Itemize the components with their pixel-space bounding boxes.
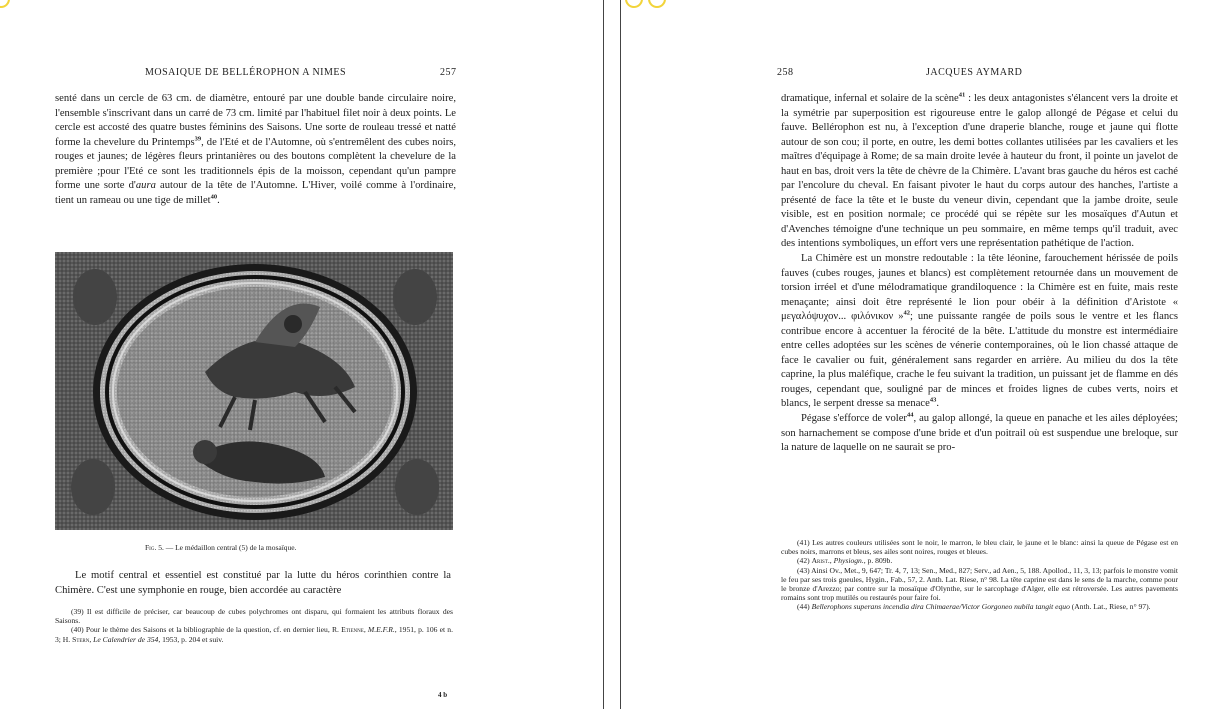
- mosaic-photograph: [55, 252, 453, 530]
- figure-caption: Fig. 5. — Le médaillon central (5) de la mosaïque.: [145, 543, 297, 552]
- footnote-ref[interactable]: 42: [903, 309, 910, 317]
- footnote-43: (43) Ainsi Ov., Met., 9, 647; Tr. 4, 7, 13; Sen., Med., 827; Serv., ad Aen., 5, 188. Apollod., 11, 3, 13; parfois le monstre vomit le feu par ses trois gueules, Hygin., Fab., 57, 2. Anth. Lat. Riese, n° 98. La tête caprine est dans le sens de la marche, comme pour le bronze d'Arezzo; par contre sur la mosaïque d'Olynthe, sur le sarcophage d'Alger, elle est rétroversée. Les autres pavements romains sont trop mutilés ou restaurés pour faire foi.: [781, 565, 1178, 603]
- body-paragraph: Le motif central et essentiel est constitué par la lutte du héros corinthien contre la Chimère. C'est une symphonie en rouge, bien accordée au caractère: [55, 570, 451, 596]
- footnote-ref[interactable]: 40: [210, 193, 218, 201]
- right-page: [621, 0, 1221, 709]
- printer-signature: 4 b: [438, 691, 448, 699]
- footnote-ref[interactable]: 41: [958, 91, 966, 99]
- page-divider: [603, 0, 604, 709]
- footnote-39: (39) Il est difficile de préciser, car beaucoup de cubes polychromes ont disparu, qui formaient les attributs floraux des Saisons.: [55, 607, 453, 626]
- body-paragraph: dramatique, infernal et solaire de la scène$^{41}$ : les deux antagonistes s'élancent vers la droite et la symétrie par superposition est rigoureuse entre le galop allongé de Pégase et celui du fauve. Bellérophon est nu, à l'exception d'une draperie blanche, rouge et jaune qui flotte autour de son cou; il porte, en outre, les demi bottes collantes utilisées par les cavaliers et les maîtres d'équipage à Rome; de sa main droite levée à hauteur du front, il pointe un javelot de haut en bas, droit vers la tête de chèvre de la Chimère. L'avant bras gauche du héros est caché par l'encolure du cheval. En faisant pivoter le haut du corps autour des hanches, l'artiste a présenté de face la tête et le buste du veneur divin, cependant que la jambe droite, seule visible, est en position normale; ce procédé qui se répète sur les mosaïques d'Autun et d'Avenches témoigne d'une technique un peu sommaire, en même temps qu'il traduit, avec des intentions symboliques, un effort vers une représentation pathétique de l'action.: [781, 91, 1178, 250]
- page-number: 257: [440, 67, 457, 78]
- footnote-44: (44) Bellerophons superans incendia dira Chimaerae/Victor Gorgoneo nubila tangit equo (Anth. Lat., Riese, n° 97).: [797, 602, 1151, 612]
- footnote-ref[interactable]: 39: [194, 135, 202, 143]
- highlight-marker-icon: [648, 0, 666, 8]
- footnote-41: (41) Les autres couleurs utilisées sont le noir, le marron, le bleu clair, le jaune et le blanc: ainsi la queue de Pégase est en cubes noirs, marrons et bleus, ses ailes sont noires, rouges et bleues.: [781, 538, 1178, 557]
- page-number: 258: [777, 67, 794, 78]
- body-text: [781, 92, 1178, 456]
- running-head-title: MOSAIQUE DE BELLÉROPHON A NIMES: [145, 67, 347, 78]
- footnote-ref[interactable]: 44: [906, 411, 914, 419]
- footnote-40: (40) Pour le thème des Saisons et la bibliographie de la question, cf. en dernier lieu, R. Etienne, M.E.F.R., 1951, p. 106 et n. 3; H. Stern, Le Calendrier de 354, 1953, p. 204 et suiv.: [55, 625, 453, 644]
- left-page: [0, 0, 603, 709]
- body-paragraph: La Chimère est un monstre redoutable : la tête léonine, farouchement hérissée de poils fauves (cubes rouges, jaunes et blancs) est complètement retournée dans un mouvement de torsion irréel et d'une mélodramatique grandiloquence : la Chimère est en fuite, mais reste menaçante; ainsi doit être représenté le lion pour obéir à la définition d'Aristote « μεγαλόψυχον... φιλόνικον »$^{42}$; une puissante rangée de poils sous le ventre et les flancs contribue encore à accentuer la férocité de la bête. L'attitude du monstre est intermédiaire entre celles adoptées sur les scènes de vénerie contemporaines, où le lion chassé attaque de face le cavalier ou fuit, généralement sans regarder en arrière. Au milieu du dos la tête caprine, la plus maléfique, crache le feu suivant la tradition, un puissant jet de flamme en dés rouges, cependant que, souligné par de minces et froides lignes de cubes verts, noirs et blancs, le serpent dresse sa menace$^{43}$.: [781, 253, 1178, 410]
- footnotes: [781, 538, 1178, 612]
- footnotes: [55, 607, 453, 644]
- running-head-title: JACQUES AYMARD: [926, 67, 1023, 78]
- highlight-marker-icon: [625, 0, 643, 8]
- body-paragraph: Pégase s'efforce de voler$^{44}$, au galop allongé, la queue en panache et les ailes déployées; son harnachement se compose d'une bride et d'un poitrail où est suspendue une breloque, sur la nature de laquelle on ne saurait se pro-: [781, 411, 1178, 454]
- footnote-42: (42) Arist., Physiogn., p. 809b.: [797, 556, 893, 566]
- footnote-ref[interactable]: 43: [929, 396, 937, 404]
- body-paragraph: senté dans un cercle de 63 cm. de diamètre, entouré par une double bande circulaire noire, l'ensemble s'inscrivant dans un carré de 73 cm. limité par l'habituel filet noir à deux points. Le cercle est accosté des quatre bustes féminins des Saisons. Une sorte de rouleau tressé et natté forme la chevelure du Printemps$^{39}$, de l'Eté et de l'Automne, où s'entremêlent des cubes noirs, rouges et jaunes; de légères fleurs printanières ou des boutons complètent la chevelure de la première ;pour l'Eté ce sont les traditionnels épis de la moisson, cependant qu'un pampre forme une sorte d'aura autour de la tête de l'Automne. L'Hiver, voilé comme à l'ordinaire, tient un rameau ou une tige de millet$^{40}$.: [55, 93, 457, 206]
- highlight-marker-icon: [0, 0, 10, 8]
